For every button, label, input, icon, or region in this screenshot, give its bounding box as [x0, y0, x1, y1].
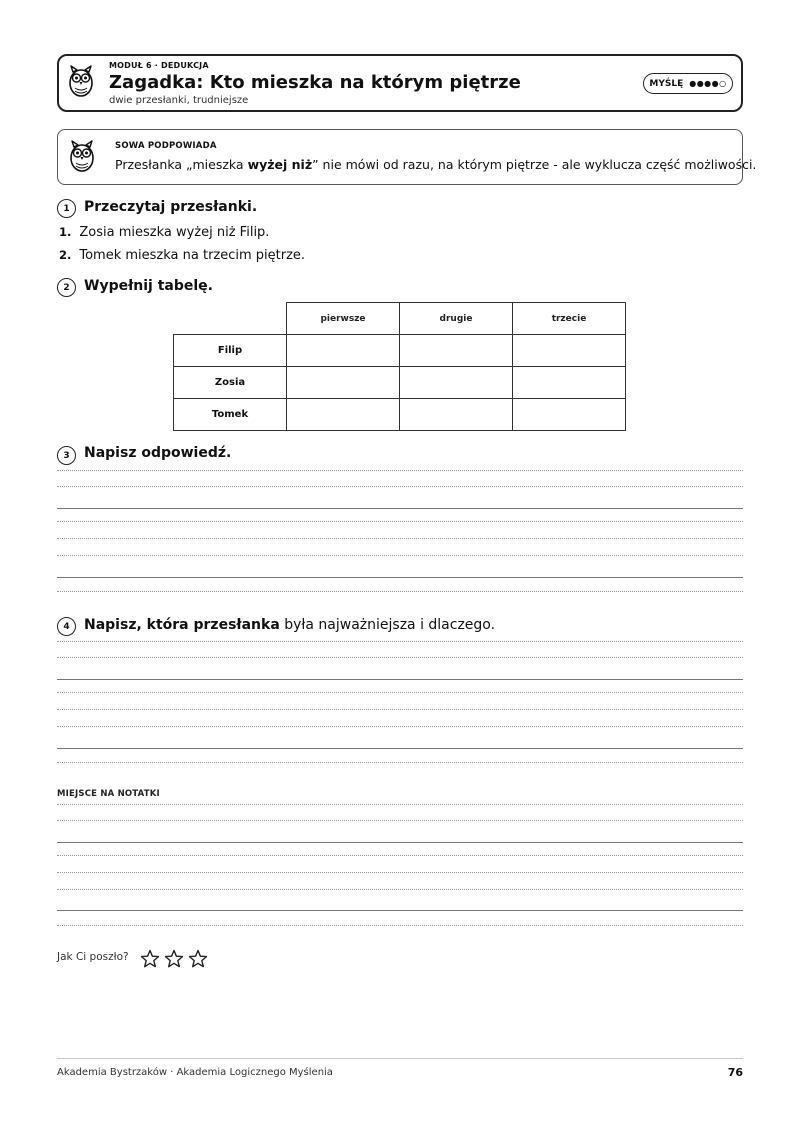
page-title: Zagadka: Kto mieszka na którym piętrze — [109, 72, 521, 93]
table-cell[interactable] — [513, 335, 626, 367]
writing-line-dotted[interactable] — [57, 470, 743, 471]
table-cell[interactable] — [287, 335, 400, 367]
table-row-header: Tomek — [174, 399, 287, 431]
page-number: 76 — [727, 1066, 743, 1079]
task-heading-rest: była najważniejsza i dlaczego. — [279, 617, 496, 633]
star-icon[interactable] — [164, 949, 184, 969]
task-heading — [84, 278, 213, 294]
table-row-header: Zosia — [174, 367, 287, 399]
writing-line-dotted[interactable] — [57, 820, 743, 821]
writing-line-solid[interactable] — [57, 910, 743, 911]
premise-item — [59, 225, 269, 240]
floors-table — [173, 302, 626, 431]
task-heading-text: Przeczytaj przesłanki. — [84, 199, 258, 215]
table-corner — [174, 303, 287, 335]
task-heading — [84, 199, 257, 215]
page-subtitle: dwie przesłanki, trudniejsze — [109, 95, 249, 106]
table-header-row — [174, 303, 626, 335]
hint-text-after: ” nie mówi od razu, na którym piętrze - ale wyklucza część możliwości. — [312, 157, 757, 172]
premise-text: Tomek mieszka na trzecim piętrze. — [79, 248, 306, 263]
writing-line-dotted[interactable] — [57, 855, 743, 856]
hint-title: SOWA PODPOWIADA — [115, 141, 217, 151]
hint-text — [115, 157, 756, 172]
table-cell[interactable] — [513, 399, 626, 431]
writing-line-dotted[interactable] — [57, 538, 743, 539]
premise-number: 1. — [59, 225, 72, 239]
hint-text-before: Przesłanka „mieszka — [115, 157, 248, 172]
owl-hint-icon — [68, 139, 96, 173]
premise-item — [59, 248, 305, 263]
premise-number: 2. — [59, 248, 72, 262]
task-number: 2 — [57, 278, 76, 297]
owl-icon — [67, 64, 95, 98]
writing-line-dotted[interactable] — [57, 872, 743, 873]
table-column-header: trzecie — [513, 303, 626, 335]
writing-line-dotted[interactable] — [57, 762, 743, 763]
rating-stars — [140, 949, 208, 969]
table-row — [174, 367, 626, 399]
task-heading-text: Wypełnij tabelę. — [84, 278, 213, 294]
writing-line-solid[interactable] — [57, 748, 743, 749]
table-cell[interactable] — [287, 367, 400, 399]
task-number: 1 — [57, 199, 76, 218]
notes-label: MIEJSCE NA NOTATKI — [57, 789, 160, 799]
difficulty-label: MYŚLĘ — [649, 78, 684, 89]
table-cell[interactable] — [287, 399, 400, 431]
writing-line-dotted[interactable] — [57, 889, 743, 890]
task-heading — [84, 617, 495, 633]
writing-line-dotted[interactable] — [57, 555, 743, 556]
writing-line-dotted[interactable] — [57, 641, 743, 642]
writing-line-dotted[interactable] — [57, 591, 743, 592]
table-column-header: drugie — [400, 303, 513, 335]
writing-line-solid[interactable] — [57, 842, 743, 843]
table-cell[interactable] — [400, 399, 513, 431]
table-cell[interactable] — [513, 367, 626, 399]
star-icon[interactable] — [140, 949, 160, 969]
writing-line-dotted[interactable] — [57, 692, 743, 693]
writing-line-dotted[interactable] — [57, 726, 743, 727]
task-heading-bold: Napisz, która przesłanka — [84, 617, 280, 633]
rating-label: Jak Ci poszło? — [57, 951, 129, 963]
task-number: 3 — [57, 446, 76, 465]
difficulty-badge — [643, 73, 733, 94]
table-cell[interactable] — [400, 367, 513, 399]
hint-text-bold: wyżej niż — [247, 157, 313, 172]
task-heading — [84, 445, 231, 461]
table-row-header: Filip — [174, 335, 287, 367]
writing-line-dotted[interactable] — [57, 657, 743, 658]
writing-line-solid[interactable] — [57, 679, 743, 680]
star-icon[interactable] — [188, 949, 208, 969]
premise-text: Zosia mieszka wyżej niż Filip. — [79, 225, 270, 240]
table-column-header: pierwsze — [287, 303, 400, 335]
table-cell[interactable] — [400, 335, 513, 367]
footer-divider — [57, 1058, 743, 1059]
table-row — [174, 399, 626, 431]
task-number: 4 — [57, 617, 76, 636]
module-label: MODUŁ 6 · DEDUKCJA — [109, 61, 209, 70]
writing-line-dotted[interactable] — [57, 709, 743, 710]
table-row — [174, 335, 626, 367]
writing-line-dotted[interactable] — [57, 925, 743, 926]
footer-text: Akademia Bystrzaków · Akademia Logicznego Myślenia — [57, 1067, 333, 1078]
writing-line-dotted[interactable] — [57, 486, 743, 487]
task-heading-text: Napisz odpowiedź. — [84, 445, 232, 461]
writing-line-solid[interactable] — [57, 508, 743, 509]
writing-line-dotted[interactable] — [57, 521, 743, 522]
difficulty-dots: ●●●●○ — [689, 79, 727, 88]
writing-line-solid[interactable] — [57, 577, 743, 578]
writing-line-dotted[interactable] — [57, 804, 743, 805]
